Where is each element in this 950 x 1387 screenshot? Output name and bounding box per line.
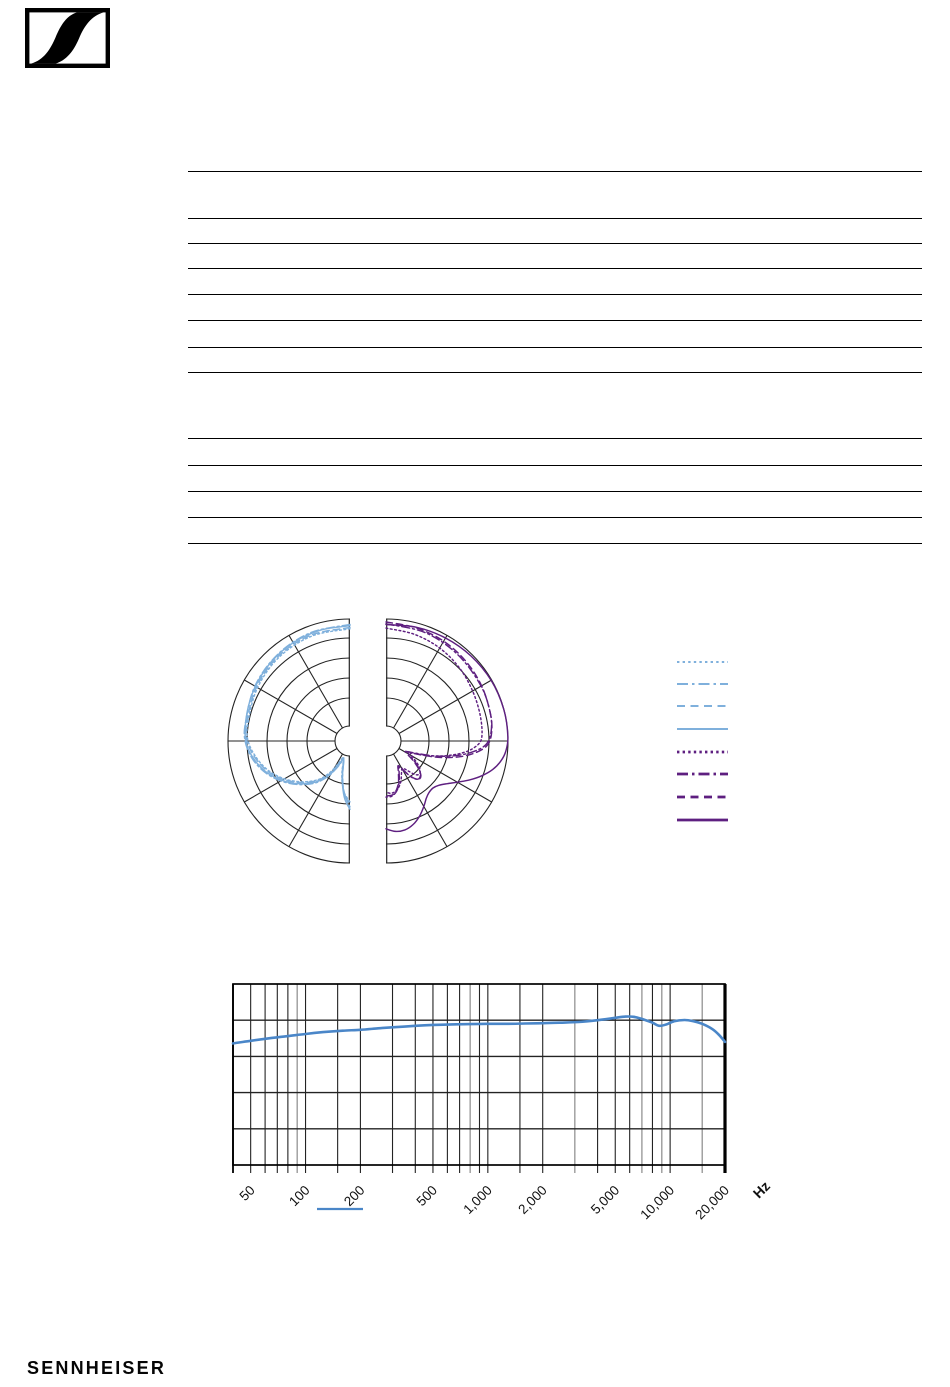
spec-table-rule [188, 347, 922, 348]
spec-table-rule [188, 491, 922, 492]
spec-table-rule [188, 372, 922, 373]
polar-curve-left-dashed [246, 628, 350, 805]
x-axis-tick-label: 10,000 [637, 1182, 678, 1223]
spec-table-rule [188, 268, 922, 269]
x-axis-tick-label: 50 [236, 1182, 258, 1204]
spec-table-rule [188, 218, 922, 219]
x-axis-tick-label: 200 [340, 1182, 368, 1210]
spec-table-rule [188, 171, 922, 172]
spec-table-rule [188, 438, 922, 439]
x-axis-tick-label: 500 [413, 1182, 441, 1210]
polar-pattern-diagram [200, 595, 760, 885]
spec-table-rule [188, 517, 922, 518]
polar-legend [677, 662, 728, 820]
spec-table-rule [188, 465, 922, 466]
spec-table-rule [188, 543, 922, 544]
frequency-response-chart [205, 955, 845, 1245]
sennheiser-wordmark: SENNHEISER [27, 1358, 167, 1378]
x-axis-tick-label: 100 [286, 1182, 313, 1210]
x-axis-tick-label: 2,000 [515, 1182, 550, 1218]
spec-table-rule [188, 243, 922, 244]
spec-table-rule [188, 294, 922, 295]
spec-table-rule [188, 320, 922, 321]
x-axis-tick-label: 20,000 [692, 1182, 733, 1223]
x-axis-tick-label: 5,000 [587, 1182, 623, 1218]
x-axis-tick-label: 1,000 [460, 1182, 495, 1218]
polar-curve-left-dotted [247, 629, 350, 802]
sennheiser-logo-icon [25, 8, 110, 68]
x-axis-unit-label: Hz [749, 1177, 774, 1202]
polar-curve-left-dashdot [244, 625, 350, 807]
